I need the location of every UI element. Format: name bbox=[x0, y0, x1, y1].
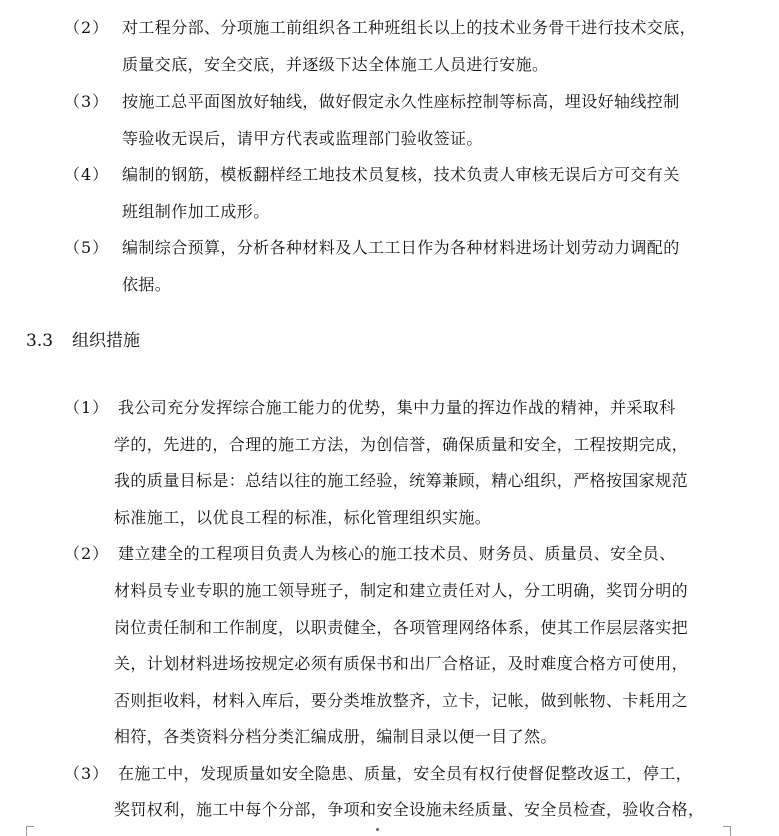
item-text-line: 否则拒收料，材料入库后，要分类堆放整齐，立卡，记帐，做到帐物、卡耗用之 bbox=[114, 691, 689, 710]
page-corner-tick-right bbox=[723, 826, 731, 827]
page-corner-tick-left bbox=[26, 826, 34, 827]
item-text-line: 建立建全的工程项目负责人为核心的施工技术员、财务员、质量员、安全员、 bbox=[118, 544, 676, 563]
page-corner-mark-right bbox=[730, 826, 731, 836]
item-text-line: 材料员专业专职的施工领导班子，制定和建立责任对人，分工明确，奖罚分明的 bbox=[114, 581, 689, 600]
item-text-line: 我公司充分发挥综合施工能力的优势，集中力量的挥边作战的精神，并采取科 bbox=[118, 398, 676, 417]
item-number: （2） bbox=[64, 544, 110, 563]
item-text-line: 学的，先进的，合理的施工方法，为创信誉，确保质量和安全，工程按期完成， bbox=[114, 435, 689, 454]
item-number: （3） bbox=[64, 92, 110, 111]
item-number: （1） bbox=[64, 398, 110, 417]
page-corner-mark-left bbox=[26, 826, 27, 836]
item-number: （2） bbox=[64, 18, 110, 37]
item-number: （5） bbox=[64, 238, 110, 257]
page-center-mark bbox=[376, 828, 379, 831]
item-text-line: 关，计划材料进场按规定必须有质保书和出厂合格证，及时难度合格方可使用， bbox=[114, 654, 689, 673]
item-text-line: 岗位责任制和工作制度，以职责健全，各项管理网络体系，使其工作层层落实把 bbox=[114, 618, 689, 637]
item-text-line: 编制综合预算，分析各种材料及人工工日作为各种材料进场计划劳动力调配的 bbox=[122, 238, 680, 257]
item-text-line: 对工程分部、分项施工前组织各工种班组长以上的技术业务骨干进行技术交底， bbox=[122, 18, 697, 37]
item-text-line: 在施工中，发现质量如安全隐患、质量，安全员有权行使督促整改返工，停工， bbox=[118, 764, 693, 783]
item-text-line: 质量交底，安全交底，并逐级下达全体施工人员进行安施。 bbox=[122, 55, 549, 74]
section-title: 组织措施 bbox=[72, 331, 140, 351]
item-text-line: 我的质量目标是：总结以往的施工经验，统筹兼顾，精心组织，严格按国家规范 bbox=[114, 471, 689, 490]
item-text-line: 编制的钢筋，模板翻样经工地技术员复核，技术负责人审核无误后方可交有关 bbox=[122, 165, 680, 184]
item-text-line: 按施工总平面图放好轴线，做好假定永久性座标控制等标高，埋设好轴线控制 bbox=[122, 92, 680, 111]
item-text-line: 依据。 bbox=[122, 275, 172, 294]
item-text-line: 班组制作加工成形。 bbox=[122, 202, 270, 221]
section-heading bbox=[26, 326, 140, 356]
item-text-line: 标准施工，以优良工程的标准，标化管理组织实施。 bbox=[114, 508, 492, 527]
item-text-line: 等验收无误后，请甲方代表或监理部门验收签证。 bbox=[122, 129, 483, 148]
item-text-line: 相符，各类资料分档分类汇编成册，编制目录以便一目了然。 bbox=[114, 727, 557, 746]
item-number: （4） bbox=[64, 165, 110, 184]
section-number: 3.3 bbox=[26, 331, 54, 351]
item-number: （3） bbox=[64, 764, 110, 783]
item-text-line: 奖罚权利，施工中每个分部，争项和安全设施未经质量、安全员检查，验收合格， bbox=[114, 800, 705, 819]
